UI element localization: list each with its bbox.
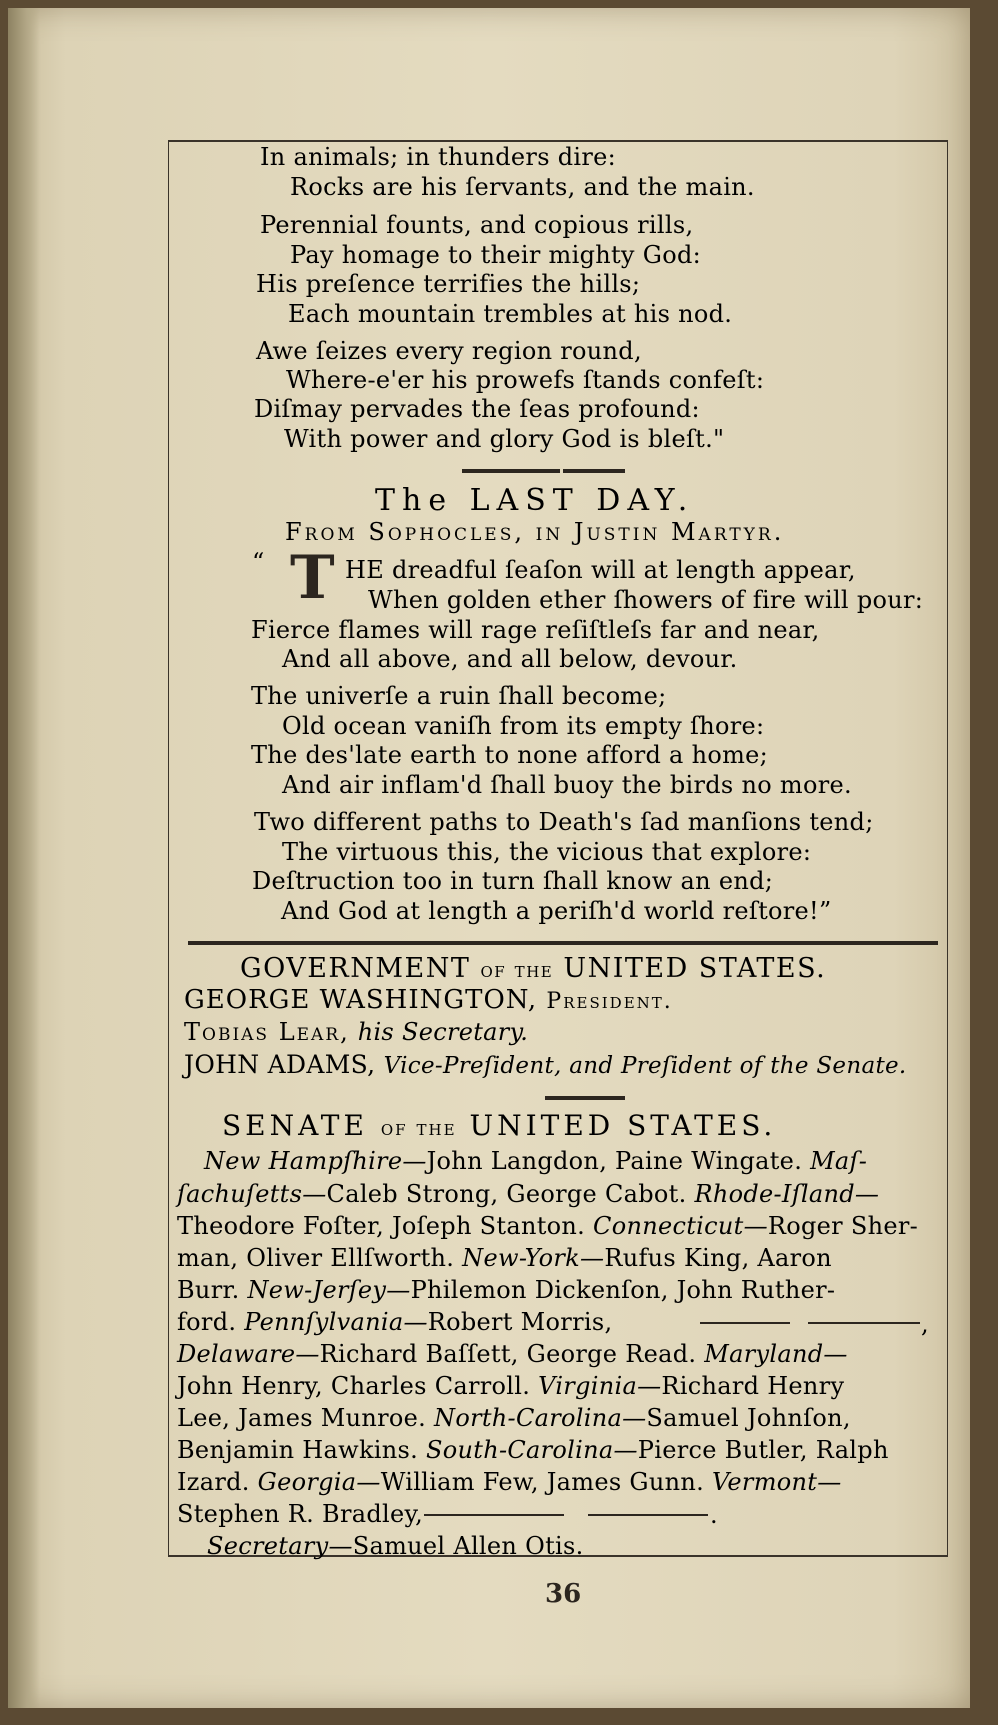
senators: Theodore Foſter, Joſeph Stanton. <box>177 1212 586 1240</box>
poem-line: When golden ether ſhowers of fire will pour: <box>368 586 924 614</box>
state-name: Georgia— <box>257 1468 381 1496</box>
heading-word: SENATE <box>222 1109 368 1142</box>
state-name: South-Carolina— <box>426 1436 638 1464</box>
poem-line: Each mountain trembles at his nod. <box>288 300 733 328</box>
state-name: Virginia— <box>538 1372 662 1400</box>
punctuation: , <box>921 1310 929 1338</box>
state-name: Rhode-Iſland— <box>694 1180 880 1208</box>
poem-line: Diſmay pervades the ſeas profound: <box>254 395 700 423</box>
poem-line: Two different paths to Death's ſad manſions tend; <box>254 808 874 836</box>
state-name: New-Jerſey— <box>247 1276 411 1304</box>
poem-line: And all above, and all below, devour. <box>282 645 738 673</box>
state-name: Delaware— <box>177 1340 320 1368</box>
president-title: President. <box>546 989 673 1014</box>
poem-line: And air inflam'd ſhall buoy the birds no more. <box>282 771 852 799</box>
page-number: 36 <box>545 1579 582 1609</box>
drop-cap: T <box>290 543 335 613</box>
senate-line <box>177 1404 851 1432</box>
heading-word: UNITED STATES. <box>563 953 827 984</box>
senators: Stephen R. Bradley, <box>177 1500 424 1528</box>
poem-line: Deſtruction too in turn ſhall know an end; <box>252 867 774 895</box>
poem-line: Old ocean vaniſh from its empty ſhore: <box>282 712 765 740</box>
blank-dash <box>588 1514 708 1516</box>
poem-line: Fierce flames will rage reſiſtleſs far and near, <box>251 616 820 644</box>
senators: Burr. <box>177 1276 240 1304</box>
president-line <box>184 986 673 1016</box>
senators: Lee, James Munroe. <box>177 1404 427 1432</box>
state-name: Pennſylvania— <box>244 1308 428 1336</box>
senators: Richard Henry <box>661 1372 845 1400</box>
senate-line <box>207 1532 584 1560</box>
poem-line: Pay homage to their mighty God: <box>290 241 701 269</box>
senators: William Few, James Gunn. <box>380 1468 705 1496</box>
senators: Benjamin Hawkins. <box>177 1436 419 1464</box>
senate-line <box>177 1308 612 1336</box>
section-divider <box>462 469 560 473</box>
page-gutter <box>8 8 40 1708</box>
section-divider <box>188 941 938 945</box>
senators: man, Oliver Ellſworth. <box>177 1244 455 1272</box>
poem-line: Where-e'er his prowefs ſtands confeſt: <box>286 366 765 394</box>
poem-subtitle: From Sophocles, in Justin Martyr. <box>285 518 785 546</box>
poem-line: Rocks are his ſervants, and the main. <box>290 173 755 201</box>
senate-line <box>177 1436 889 1464</box>
senate-line <box>177 1244 832 1272</box>
senate-line <box>177 1180 879 1208</box>
government-heading <box>240 955 826 985</box>
open-quote: “ <box>252 548 265 576</box>
senate-line <box>177 1276 835 1304</box>
vp-name: JOHN ADAMS, <box>184 1050 376 1079</box>
heading-word: GOVERNMENT <box>240 953 471 984</box>
senate-heading <box>222 1109 777 1143</box>
poem-line: The des'late earth to none afford a home; <box>251 741 769 769</box>
state-name: Vermont— <box>711 1468 842 1496</box>
state-name: Connecticut— <box>593 1212 768 1240</box>
senators: Izard. <box>177 1468 250 1496</box>
senators: John Langdon, Paine Wingate. <box>426 1147 803 1175</box>
poem-line: His preſence terrifies the hills; <box>256 270 641 298</box>
senators: Rufus King, Aaron <box>604 1244 832 1272</box>
senate-line <box>177 1340 848 1368</box>
poem-line: The virtuous this, the vicious that explore: <box>282 838 812 866</box>
senators: Samuel Allen Otis. <box>352 1532 584 1560</box>
president-name: GEORGE WASHINGTON, <box>184 985 538 1015</box>
state-name: Maſ- <box>810 1147 868 1175</box>
senators: Roger Sher- <box>767 1212 919 1240</box>
senators: Caleb Strong, George Cabot. <box>326 1180 687 1208</box>
poem-line: Awe ſeizes every region round, <box>256 337 642 365</box>
state-name: New-York— <box>462 1244 605 1272</box>
senators: John Henry, Charles Carroll. <box>177 1372 531 1400</box>
secretary-title: his Secretary. <box>357 1018 529 1046</box>
section-divider <box>545 1096 625 1100</box>
state-name: Maryland— <box>704 1340 848 1368</box>
punctuation: . <box>710 1501 718 1529</box>
senate-line <box>177 1468 842 1496</box>
state-name: Secretary— <box>207 1532 353 1560</box>
secretary-name: Tobias Lear, <box>184 1018 350 1046</box>
heading-word: of the <box>380 1116 457 1141</box>
senators: ford. <box>177 1308 237 1336</box>
poem-line: Perennial founts, and copious rills, <box>260 211 694 239</box>
senators: Philemon Dickenſon, John Ruther- <box>410 1276 836 1304</box>
vp-title: Vice-Preſident, and Preſident of the Senate. <box>383 1053 907 1079</box>
heading-word: of the <box>480 958 554 983</box>
secretary-line <box>184 1018 528 1046</box>
state-name: North-Carolina— <box>434 1404 647 1432</box>
senators: Robert Morris, <box>427 1308 613 1336</box>
senate-line <box>177 1212 918 1240</box>
senate-line <box>204 1147 867 1175</box>
blank-dash <box>424 1514 564 1516</box>
senate-line <box>177 1500 423 1528</box>
blank-dash <box>700 1322 790 1324</box>
poem-line: And God at length a periſh'd world reſtore!” <box>281 897 832 925</box>
blank-dash <box>808 1322 920 1324</box>
poem-line: The univerſe a ruin ſhall become; <box>251 682 667 710</box>
poem-line: HE dreadful ſeaſon will at length appear, <box>345 556 856 584</box>
senators: Richard Baſſett, George Read. <box>319 1340 697 1368</box>
vice-president-line <box>184 1051 907 1080</box>
senators: Pierce Butler, Ralph <box>637 1436 889 1464</box>
senators: Samuel Johnſon, <box>646 1404 851 1432</box>
poem-title: The LAST DAY. <box>375 483 695 518</box>
state-name: New Hampſhire— <box>204 1147 427 1175</box>
section-divider <box>563 469 625 473</box>
poem-line: In animals; in thunders dire: <box>260 143 617 171</box>
senate-line <box>177 1372 844 1400</box>
poem-line: With power and glory God is bleſt." <box>284 425 725 453</box>
heading-word: UNITED STATES. <box>469 1109 777 1142</box>
state-name: ſachuſetts— <box>177 1180 327 1208</box>
